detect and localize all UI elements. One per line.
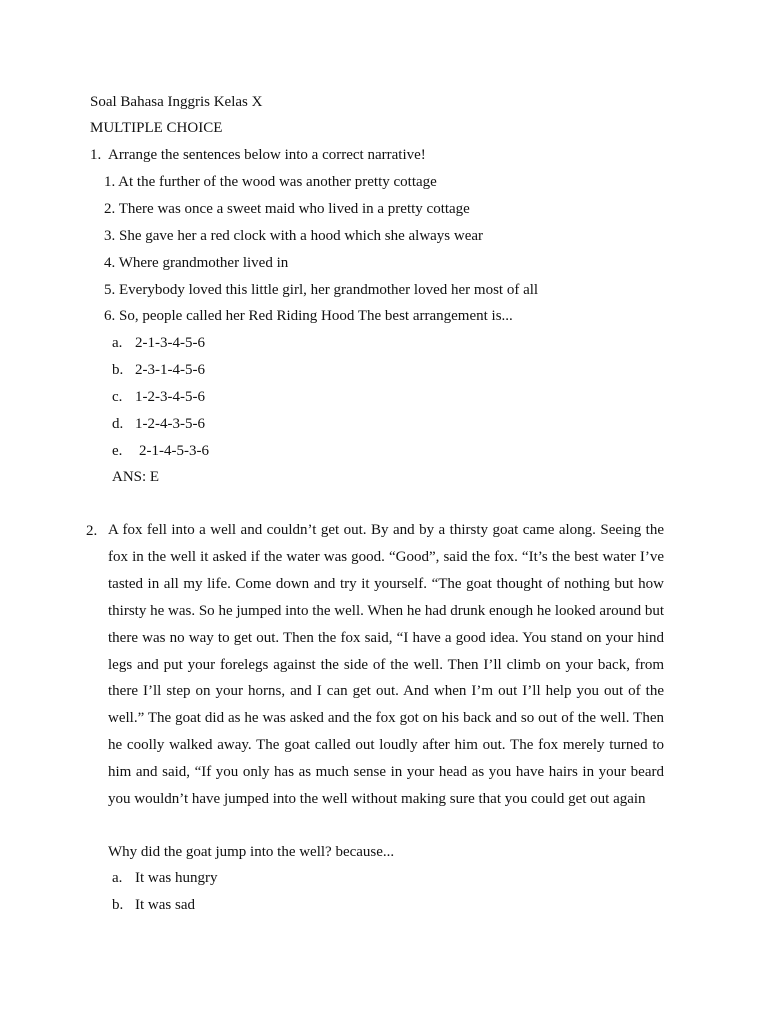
option-text: 2-3-1-4-5-6 — [135, 362, 205, 378]
sentence-item: 5. Everybody loved this little girl, her grandmother loved her most of all — [104, 282, 539, 298]
option-letter: b. — [112, 362, 124, 378]
document-title: Soal Bahasa Inggris Kelas X — [90, 94, 263, 110]
option-text: 1-2-4-3-5-6 — [135, 416, 205, 432]
option-text: 2-1-4-5-3-6 — [139, 443, 209, 459]
answer-key: ANS: E — [112, 469, 160, 485]
option-text: 2-1-3-4-5-6 — [135, 335, 205, 351]
option-letter: b. — [112, 897, 124, 913]
sentence-item: 2. There was once a sweet maid who lived in a pretty cottage — [104, 201, 470, 217]
question-prompt: Why did the goat jump into the well? because... — [108, 844, 395, 860]
sentence-item: 1. At the further of the wood was another pretty cottage — [104, 174, 437, 190]
option-letter: e. — [112, 443, 123, 459]
sentence-item: 3. She gave her a red clock with a hood which she always wear — [104, 228, 484, 244]
option-text: 1-2-3-4-5-6 — [135, 389, 205, 405]
option-letter: a. — [112, 335, 123, 351]
question-prompt: Arrange the sentences below into a correct narrative! — [108, 147, 426, 163]
option-letter: d. — [112, 416, 124, 432]
sentence-item: 6. So, people called her Red Riding Hood The best arrangement is... — [104, 308, 513, 324]
option-text: It was sad — [135, 897, 195, 913]
question-number: 1. — [90, 147, 102, 163]
reading-passage: A fox fell into a well and couldn’t get out. By and by a thirsty goat came along. Seeing the fox in the well it asked if the water was good. “Good”, said the fox. “It’s the best water I’ve tasted in all my life. Come down and try it yourself. “The goat thought of nothing but how thirsty he was. So he jumped into the well. When he had drunk enough he looked around but there was no way to get out. Then the fox said, “I have a good idea. You stand on your hind legs and put your forelegs against the side of the well. Then I’ll climb on your back, from there I’ll step on your horns, and I can get out. And when I’m out I’ll help you out of the well.” The goat did as he was asked and the fox got on his back and so out of the well. Then he coolly walked away. The goat called out loudly after him out. The fox merely turned to him and said, “If you only has as much sense in your head as you have hairs in your beard you wouldn’t have jumped into the well without making sure that you could get out again — [108, 522, 664, 808]
option-letter: c. — [112, 389, 123, 405]
section-heading: MULTIPLE CHOICE — [90, 120, 223, 136]
sentence-item: 4. Where grandmother lived in — [104, 255, 289, 271]
option-text: It was hungry — [135, 870, 218, 886]
question-number: 2. — [86, 523, 98, 539]
option-letter: a. — [112, 870, 123, 886]
